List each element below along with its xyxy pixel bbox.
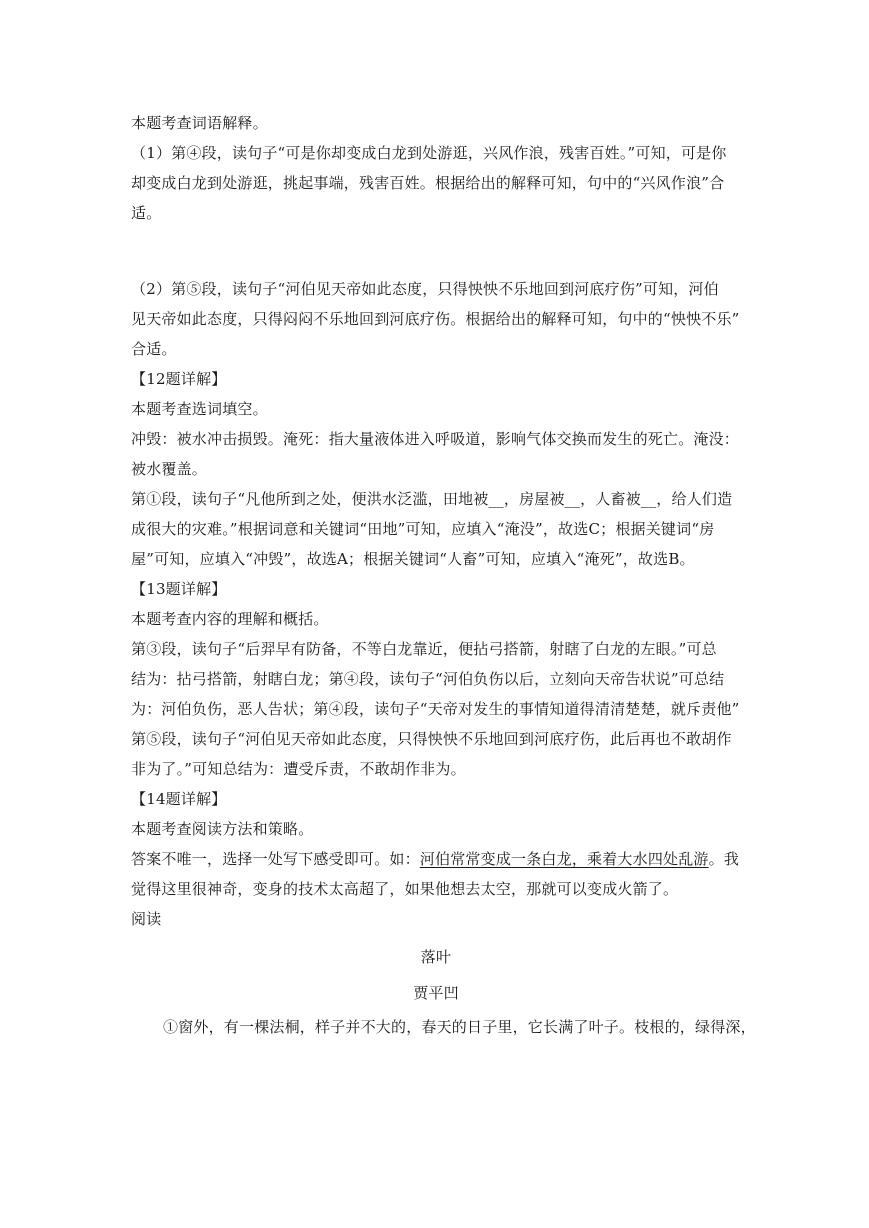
spacer	[131, 228, 741, 274]
text-line: 冲毁：被水冲击损毁。淹死：指大量液体进入呼吸道，影响气体交换而发生的死亡。淹没：	[131, 430, 740, 448]
article-title: 落叶	[420, 948, 452, 966]
text-line: （1）第④段，读句子“可是你却变成白龙到处游逛，兴风作浪，残害百姓。”可知，可是你	[131, 144, 727, 162]
text-line: 第⑤段，读句子“河伯见天帝如此态度，只得怏怏不乐地回到河底疗伤，此后再也不敢胡作	[131, 730, 732, 748]
text-line	[131, 844, 741, 874]
underlined-quote: 河伯常常变成一条白龙，乘着大水四处乱游	[419, 850, 709, 868]
text-line: 为：河伯负伤，恶人告状；第④段，读句子“天帝对发生的事情知道得清清楚楚，就斥责他”	[131, 700, 740, 718]
text-line: 第③段，读句子“后羿早有防备，不等白龙靠近，便拈弓搭箭，射瞎了白龙的左眼。”可总	[131, 640, 717, 658]
text-line: 屋”可知，应填入“冲毁”，故选A；根据关键词“人畜”可知，应填入“淹死”，故选B。	[131, 550, 695, 568]
text-line: 本题考查选词填空。	[131, 400, 268, 418]
text-line: 本题考查阅读方法和策略。	[131, 820, 314, 838]
text-line: 成很大的灾难。”根据词意和关键词“田地”可知，应填入“淹没”，故选C；根据关键词“房	[131, 520, 715, 538]
document-body	[131, 108, 756, 1042]
reading-label: 阅读	[131, 910, 162, 928]
article-author: 贾平凹	[413, 984, 459, 1002]
text-line: （2）第⑤段，读句子“河伯见天帝如此态度，只得怏怏不乐地回到河底疗伤”可知，河伯	[131, 280, 719, 298]
text-line: 却变成白龙到处游逛，挑起事端，残害百姓。根据给出的解释可知，句中的“兴风作浪”合	[131, 174, 725, 192]
text-line: 适。	[131, 204, 162, 222]
text-line: 结为：拈弓搭箭，射瞎白龙；第④段，读句子“河伯负伤以后，立刻向天帝告状说”可总结	[131, 670, 725, 688]
section-heading-14: 【14题详解】	[131, 790, 227, 808]
text-line: 觉得这里很神奇，变身的技术太高超了，如果他想去太空，那就可以变成火箭了。	[131, 880, 679, 898]
text-line: 被水覆盖。	[131, 460, 208, 478]
text-line: 本题考查词语解释。	[131, 114, 268, 132]
text-line: 第①段，读句子“凡他所到之处，便洪水泛滥，田地被__，房屋被__，人畜被__，给人们造	[131, 490, 733, 508]
text-line: 非为了。”可知总结为：遭受斥责，不敢胡作非为。	[131, 760, 466, 778]
text-line: 见天帝如此态度，只得闷闷不乐地回到河底疗伤。根据给出的解释可知，句中的“怏怏不乐”	[131, 310, 740, 328]
answer-suffix: 。我	[708, 850, 740, 868]
text-line: 本题考查内容的理解和概括。	[131, 610, 329, 628]
answer-prefix: 答案不唯一，选择一处写下感受即可。如：	[131, 850, 420, 868]
text-line: 合适。	[131, 340, 177, 358]
section-heading-12: 【12题详解】	[131, 370, 227, 388]
article-paragraph: ①窗外，有一棵法桐，样子并不大的，春天的日子里，它长满了叶子。枝根的，绿得深，	[163, 1018, 756, 1036]
section-heading-13: 【13题详解】	[131, 580, 227, 598]
